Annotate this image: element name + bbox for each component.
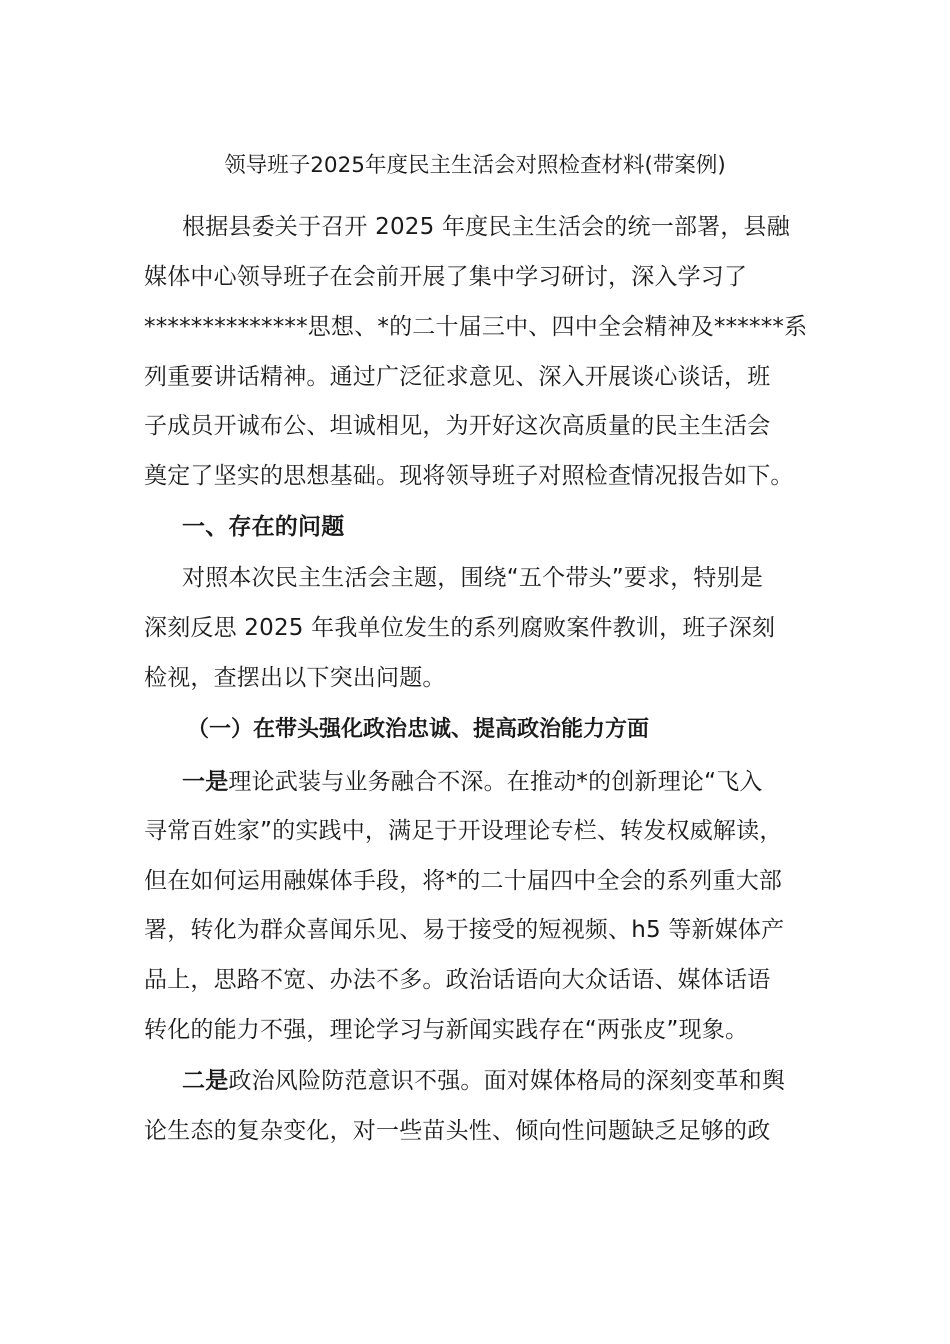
subsection-heading-political-loyalty: （一）在带头强化政治忠诚、提高政治能力方面 — [187, 717, 650, 742]
intro-line-6: 奠定了坚实的思想基础。现将领导班子对照检查情况报告如下。 — [144, 463, 794, 489]
point1-line-1 — [182, 767, 808, 797]
intro-line-5: 子成员开诚布公、坦诚相见，为开好这次高质量的民主生活会 — [144, 413, 771, 439]
intro-line-1: 根据县委关于召开 2025 年度民主生活会的统一部署，县融 — [182, 214, 790, 240]
document-title: 领导班子2025年度民主生活会对照检查材料(带案例) — [224, 153, 726, 178]
section1-line-3: 检视，查摆出以下突出问题。 — [144, 665, 446, 691]
point2-lead: 二是 — [182, 1068, 229, 1094]
section1-line-1: 对照本次民主生活会主题，围绕“五个带头”要求，特别是 — [182, 565, 764, 591]
section1-line-2: 深刻反思 2025 年我单位发生的系列腐败案件教训，班子深刻 — [144, 615, 776, 641]
intro-line-4: 列重要讲话精神。通过广泛征求意见、深入开展谈心谈话，班 — [144, 364, 771, 390]
point2-line-2: 论生态的复杂变化，对一些苗头性、倾向性问题缺乏足够的政 — [144, 1118, 771, 1144]
point2-line-1 — [182, 1066, 808, 1096]
point1-line-5: 品上，思路不宽、办法不多。政治话语向大众话语、媒体话语 — [144, 967, 771, 993]
intro-line-3: **************思想、*的二十届三中、四中全会精神及******系 — [144, 314, 808, 340]
intro-line-2: 媒体中心领导班子在会前开展了集中学习研讨，深入学习了 — [144, 264, 748, 290]
section-heading-problems: 一、存在的问题 — [182, 514, 345, 540]
point1-text-1: 理论武装与业务融合不深。在推动*的创新理论“飞入 — [228, 769, 763, 795]
point1-line-6: 转化的能力不强，理论学习与新闻实践存在“两张皮”现象。 — [144, 1017, 749, 1043]
point2-text-1: 政治风险防范意识不强。面对媒体格局的深刻变革和舆 — [228, 1068, 786, 1094]
point1-line-4: 署，转化为群众喜闻乐见、易于接受的短视频、h5 等新媒体产 — [144, 917, 785, 943]
point1-line-3: 但在如何运用融媒体手段，将*的二十届四中全会的系列重大部 — [144, 868, 783, 894]
point1-line-2: 寻常百姓家”的实践中，满足于开设理论专栏、转发权威解读， — [144, 818, 783, 844]
point1-lead: 一是 — [182, 769, 229, 795]
